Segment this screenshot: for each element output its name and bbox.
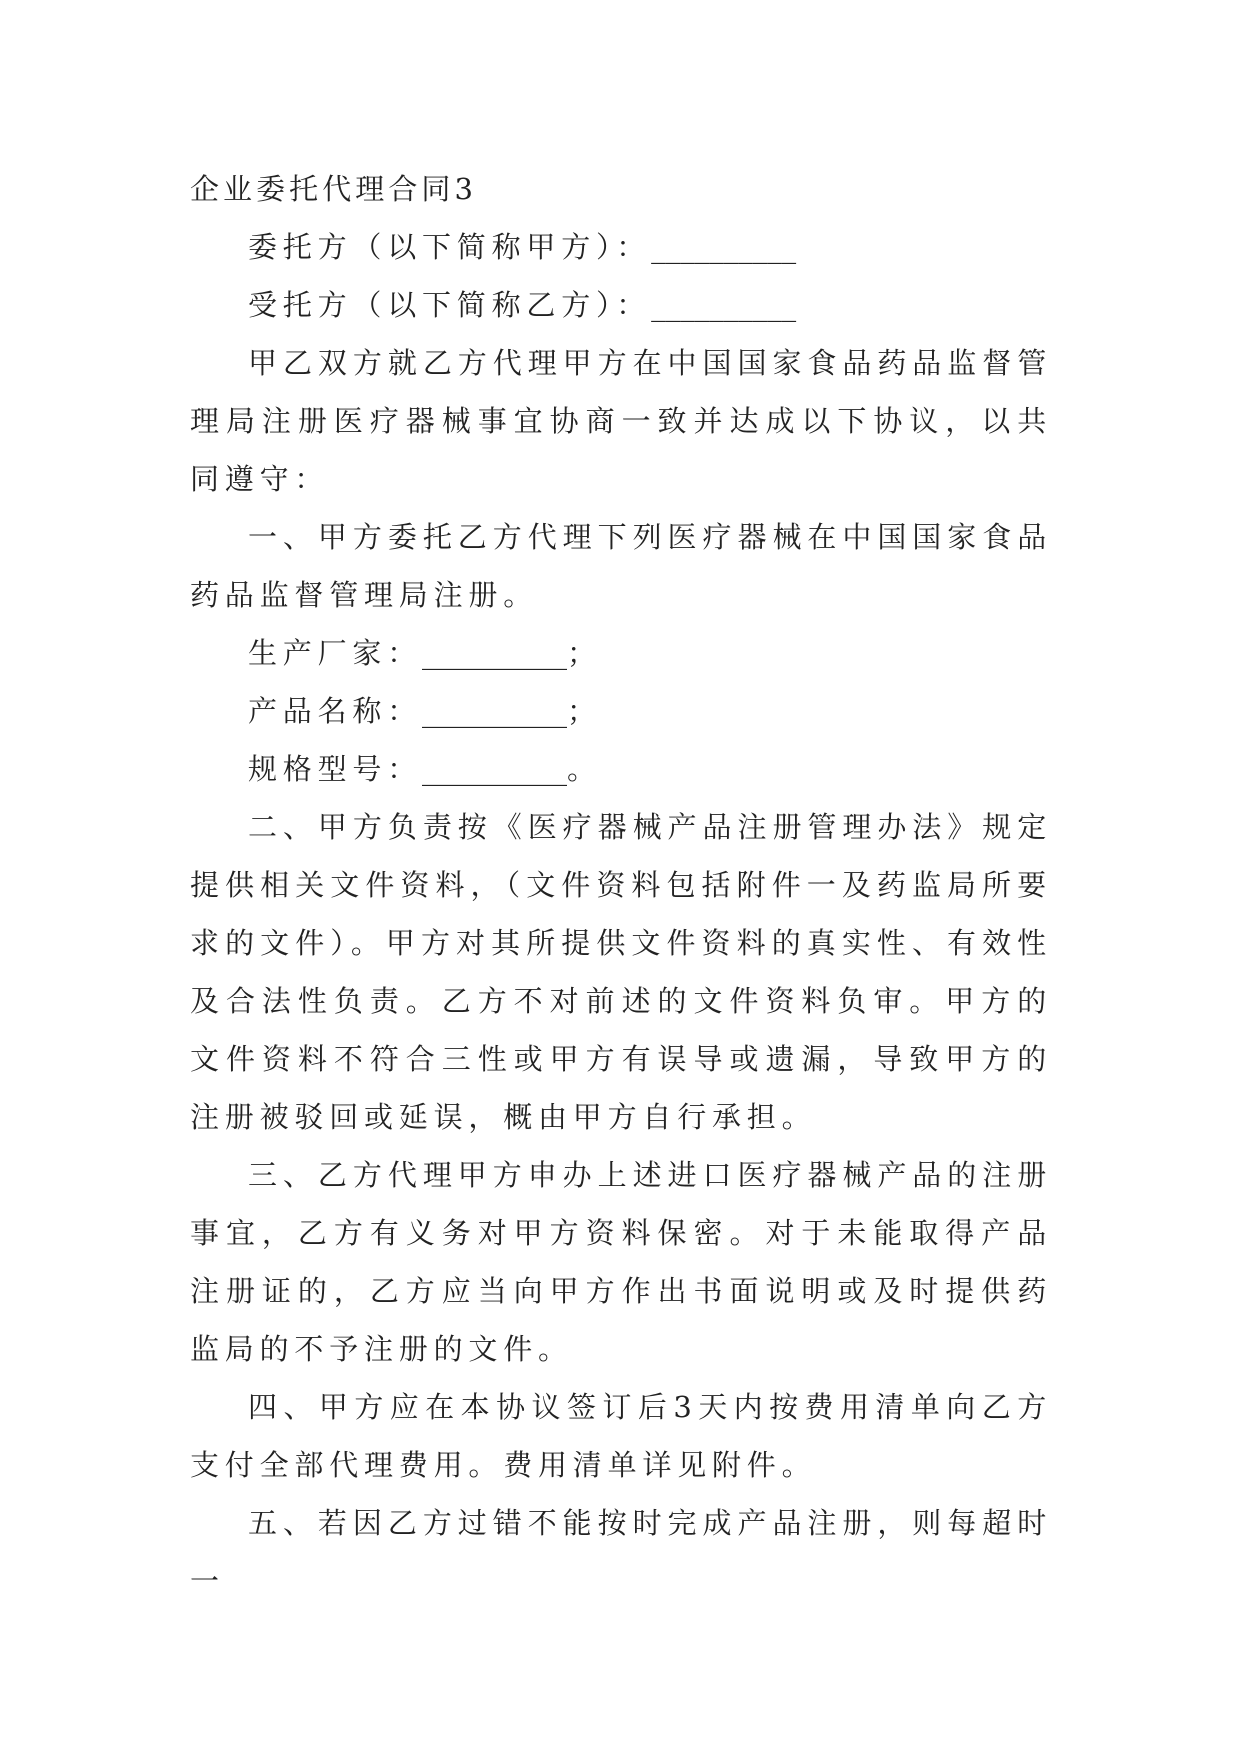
product-name-blank: __________ bbox=[422, 694, 568, 728]
manufacturer-line bbox=[190, 624, 1052, 682]
document-body bbox=[190, 160, 1052, 1610]
clause-5: 五、若因乙方过错不能按时完成产品注册，则每超时一 bbox=[190, 1506, 1052, 1598]
clause-2: 二、甲方负责按《医疗器械产品注册管理办法》规定提供相关文件资料，（文件资料包括附件一及药监局所要求的文件）。甲方对其所提供文件资料的真实性、有效性及合法性负责。乙方不对前述的文件资料负审。甲方的文件资料不符合三性或甲方有误导或遗漏，导致甲方的注册被驳回或延误，概由甲方自行承担。 bbox=[190, 810, 1052, 1134]
clause-3: 三、乙方代理甲方申办上述进口医疗器械产品的注册事宜，乙方有义务对甲方资料保密。对于未能取得产品注册证的，乙方应当向甲方作出书面说明或及时提供药监局的不予注册的文件。 bbox=[190, 1158, 1052, 1366]
party-b-blank: __________ bbox=[651, 288, 797, 322]
document-title: 企业委托代理合同3 bbox=[190, 172, 477, 206]
manufacturer-label: 生产厂家： bbox=[248, 636, 423, 670]
product-name-label: 产品名称： bbox=[248, 694, 423, 728]
manufacturer-blank: __________ bbox=[422, 636, 568, 670]
party-a-line bbox=[190, 218, 1052, 276]
intro-paragraph: 甲乙双方就乙方代理甲方在中国国家食品药品监督管理局注册医疗器械事宜协商一致并达成以下协议，以共同遵守： bbox=[190, 346, 1052, 496]
product-name-line bbox=[190, 682, 1052, 740]
party-a-label: 委托方（以下简称甲方）： bbox=[248, 230, 652, 264]
model-line bbox=[190, 740, 1052, 798]
product-name-end: ； bbox=[567, 694, 602, 728]
clause-4: 四、甲方应在本协议签订后3天内按费用清单向乙方支付全部代理费用。费用清单详见附件。 bbox=[190, 1390, 1052, 1482]
model-end: 。 bbox=[567, 752, 602, 786]
model-blank: __________ bbox=[422, 752, 568, 786]
clause-1: 一、甲方委托乙方代理下列医疗器械在中国国家食品药品监督管理局注册。 bbox=[190, 520, 1052, 612]
manufacturer-end: ； bbox=[567, 636, 602, 670]
model-label: 规格型号： bbox=[248, 752, 423, 786]
party-a-blank: __________ bbox=[651, 230, 797, 264]
party-b-line bbox=[190, 276, 1052, 334]
party-b-label: 受托方（以下简称乙方）： bbox=[248, 288, 652, 322]
